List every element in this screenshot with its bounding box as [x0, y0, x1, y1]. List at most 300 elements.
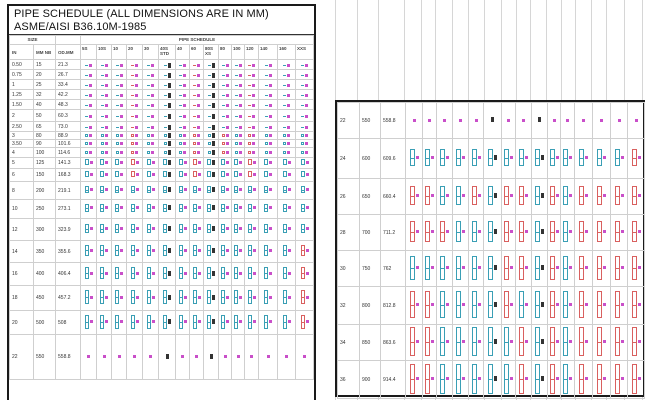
schedule-glyph-icon [550, 149, 559, 166]
schedule-cell [437, 179, 453, 215]
cell-in: 22 [10, 335, 34, 380]
cell-od: 168.3 [56, 169, 81, 182]
schedule-glyph-icon [207, 267, 215, 279]
schedule-glyph-icon [100, 315, 108, 329]
schedule-glyph-icon [264, 245, 272, 256]
schedule-glyph-icon [131, 74, 138, 77]
schedule-cell [97, 90, 112, 100]
schedule-cell [176, 100, 190, 110]
schedule-glyph-icon [582, 119, 585, 122]
schedule-cell [190, 335, 204, 380]
schedule-glyph-icon [115, 224, 123, 234]
schedule-cell [516, 361, 532, 399]
schedule-glyph-icon [579, 327, 588, 356]
schedule-glyph-icon [550, 291, 559, 318]
schedule-glyph-icon [147, 126, 154, 129]
schedule-cell [423, 103, 437, 139]
schedule-glyph-icon [504, 291, 513, 318]
schedule-glyph-icon [488, 221, 497, 243]
schedule-cell [437, 325, 453, 361]
schedule-glyph-icon [615, 327, 624, 356]
schedule-glyph-icon [147, 134, 154, 137]
schedule-glyph-icon [519, 149, 528, 166]
schedule-cell [97, 70, 112, 80]
schedule-glyph-icon [166, 354, 169, 359]
schedule-glyph-icon [456, 364, 465, 394]
schedule-cell [81, 140, 97, 148]
schedule-cell [548, 251, 561, 287]
cell-in: 1.25 [10, 90, 34, 100]
schedule-glyph-icon [248, 315, 256, 329]
schedule-cell [97, 200, 112, 219]
schedule-glyph-icon [85, 171, 93, 177]
schedule-glyph-icon [301, 315, 309, 329]
cell-od: 114.6 [56, 148, 81, 158]
schedule-glyph-icon [248, 267, 256, 279]
schedule-glyph-icon [85, 142, 92, 145]
schedule-cell [112, 140, 127, 148]
schedule-glyph-icon [440, 186, 449, 205]
schedule-glyph-icon [519, 327, 528, 356]
schedule-cell [532, 179, 548, 215]
schedule-glyph-icon [550, 256, 559, 280]
schedule-glyph-icon [615, 149, 624, 166]
schedule-glyph-icon [283, 245, 291, 256]
schedule-glyph-icon [208, 133, 215, 138]
schedule-cell [453, 103, 469, 139]
schedule-glyph-icon [235, 151, 242, 154]
schedule-cell [561, 361, 575, 399]
schedule-cell [278, 80, 296, 90]
schedule-cell [611, 287, 628, 325]
schedule-cell [232, 182, 245, 200]
schedule-glyph-icon [164, 133, 171, 138]
schedule-cell [112, 80, 127, 90]
schedule-cell [143, 182, 159, 200]
schedule-glyph-icon [579, 149, 588, 166]
schedule-glyph-icon [425, 364, 434, 394]
schedule-cell [97, 122, 112, 132]
schedule-cell [278, 158, 296, 169]
schedule-glyph-icon [116, 115, 123, 118]
schedule-cell [112, 200, 127, 219]
schedule-glyph-icon [131, 315, 139, 329]
schedule-glyph-icon [163, 171, 171, 177]
schedule-cell [219, 311, 232, 335]
schedule-glyph-icon [410, 186, 419, 205]
cell-nb: 32 [34, 90, 56, 100]
schedule-cell [190, 60, 204, 70]
schedule-glyph-icon [264, 267, 272, 279]
schedule-cell [81, 263, 97, 286]
schedule-cell [190, 311, 204, 335]
schedule-glyph-icon [248, 151, 255, 154]
schedule-glyph-icon [456, 291, 465, 318]
cell-in: 0.75 [10, 70, 34, 80]
schedule-glyph-icon [131, 142, 138, 145]
schedule-cell [232, 132, 245, 140]
schedule-glyph-icon [131, 84, 138, 87]
title-line-2: ASME/AISI B36.10M-1985 [14, 21, 147, 33]
schedule-glyph-icon [456, 327, 465, 356]
schedule-glyph-icon [116, 134, 123, 137]
schedule-cell [423, 361, 437, 399]
schedule-cell [245, 311, 259, 335]
schedule-cell [143, 219, 159, 241]
cell-nb: 80 [34, 132, 56, 140]
schedule-cell [176, 90, 190, 100]
schedule-cell [97, 132, 112, 140]
schedule-glyph-icon [248, 74, 255, 77]
schedule-cell [406, 179, 423, 215]
schedule-glyph-icon [428, 119, 431, 122]
schedule-glyph-icon [101, 84, 108, 87]
schedule-glyph-icon [179, 315, 187, 329]
schedule-cell [278, 335, 296, 380]
schedule-cell [159, 70, 176, 80]
cell-od: 88.9 [56, 132, 81, 140]
schedule-glyph-icon [566, 119, 569, 122]
schedule-glyph-icon [85, 74, 92, 77]
schedule-glyph-icon [147, 224, 155, 234]
cell-od: 863.6 [381, 325, 406, 361]
table-row [338, 251, 645, 287]
schedule-cell [484, 287, 502, 325]
schedule-cell [112, 110, 127, 122]
schedule-glyph-icon [234, 315, 242, 329]
schedule-glyph-icon [163, 204, 171, 212]
schedule-cell [204, 100, 219, 110]
schedule-glyph-icon [488, 364, 497, 394]
cell-nb: 90 [34, 140, 56, 148]
schedule-glyph-icon [163, 224, 171, 234]
schedule-cell [259, 311, 278, 335]
schedule-cell [127, 219, 143, 241]
schedule-glyph-icon [193, 134, 200, 137]
schedule-cell [190, 140, 204, 148]
schedule-cell [406, 103, 423, 139]
cell-od: 558.8 [56, 335, 81, 380]
schedule-glyph-icon [301, 115, 308, 118]
schedule-glyph-icon [248, 171, 256, 177]
schedule-cell [259, 148, 278, 158]
schedule-glyph-icon [303, 355, 306, 358]
schedule-cell [593, 251, 611, 287]
pipe-schedule-table-continued [337, 102, 645, 399]
schedule-cell [469, 325, 484, 361]
schedule-glyph-icon [207, 159, 215, 165]
schedule-glyph-icon [193, 290, 201, 303]
schedule-cell [296, 182, 314, 200]
schedule-glyph-icon [248, 245, 256, 256]
schedule-glyph-icon [164, 73, 171, 78]
cell-nb: 350 [34, 241, 56, 263]
schedule-glyph-icon [85, 126, 92, 129]
schedule-glyph-icon [425, 256, 434, 280]
schedule-glyph-icon [248, 186, 256, 193]
schedule-cell [575, 325, 593, 361]
schedule-cell [219, 169, 232, 182]
schedule-glyph-icon [222, 94, 229, 97]
schedule-glyph-icon [579, 186, 588, 205]
cell-od: 101.6 [56, 140, 81, 148]
schedule-glyph-icon [115, 267, 123, 279]
schedule-cell [127, 80, 143, 90]
schedule-glyph-icon [179, 64, 186, 67]
table-row [10, 132, 314, 140]
schedule-glyph-icon [101, 126, 108, 129]
schedule-glyph-icon [100, 267, 108, 279]
schedule-glyph-icon [147, 315, 155, 329]
schedule-glyph-icon [504, 256, 513, 280]
schedule-glyph-icon [632, 186, 641, 205]
schedule-glyph-icon [234, 224, 242, 234]
schedule-cell [219, 200, 232, 219]
schedule-glyph-icon [563, 221, 572, 243]
table-row [10, 110, 314, 122]
schedule-glyph-icon [101, 115, 108, 118]
schedule-glyph-icon [615, 291, 624, 318]
cell-in: 20 [10, 311, 34, 335]
schedule-glyph-icon [85, 315, 93, 329]
cell-nb: 15 [34, 60, 56, 70]
schedule-glyph-icon [535, 291, 544, 318]
schedule-glyph-icon [265, 151, 272, 154]
schedule-glyph-icon [179, 151, 186, 154]
table-row [10, 158, 314, 169]
schedule-glyph-icon [100, 245, 108, 256]
schedule-cell [81, 60, 97, 70]
schedule-glyph-icon [283, 115, 290, 118]
schedule-cell [245, 200, 259, 219]
schedule-glyph-icon [116, 64, 123, 67]
schedule-cell [112, 219, 127, 241]
cell-od: 762 [381, 251, 406, 287]
schedule-cell [296, 286, 314, 311]
schedule-glyph-icon [131, 151, 138, 154]
schedule-glyph-icon [632, 291, 641, 318]
schedule-cell [245, 70, 259, 80]
schedule-cell [561, 179, 575, 215]
cell-nb: 650 [360, 179, 381, 215]
table-row [10, 100, 314, 110]
schedule-glyph-icon [579, 221, 588, 243]
schedule-cell [176, 148, 190, 158]
cell-od: 60.3 [56, 110, 81, 122]
schedule-glyph-icon [131, 290, 139, 303]
schedule-glyph-icon [283, 134, 290, 137]
schedule-glyph-icon [519, 221, 528, 243]
schedule-cell [296, 90, 314, 100]
schedule-glyph-icon [179, 245, 187, 256]
schedule-cell [593, 361, 611, 399]
schedule-cell [176, 80, 190, 90]
schedule-cell [190, 122, 204, 132]
schedule-glyph-icon [100, 224, 108, 234]
schedule-cell [219, 60, 232, 70]
schedule-glyph-icon [472, 291, 481, 318]
schedule-cell [245, 158, 259, 169]
schedule-cell [159, 100, 176, 110]
schedule-cell [469, 179, 484, 215]
cell-in: 1 [10, 80, 34, 90]
schedule-glyph-icon [632, 327, 641, 356]
schedule-cell [296, 80, 314, 90]
schedule-cell [259, 140, 278, 148]
schedule-cell [97, 158, 112, 169]
schedule-glyph-icon [179, 94, 186, 97]
schedule-cell [143, 200, 159, 219]
schedule-glyph-icon [413, 119, 416, 122]
schedule-cell [245, 132, 259, 140]
schedule-cell [97, 100, 112, 110]
schedule-cell [259, 241, 278, 263]
schedule-cell [278, 182, 296, 200]
schedule-glyph-icon [301, 224, 309, 234]
cell-in: 28 [338, 215, 360, 251]
schedule-glyph-icon [563, 327, 572, 356]
schedule-glyph-icon [210, 354, 213, 359]
schedule-glyph-icon [179, 74, 186, 77]
header-schedule-80: 80 [219, 45, 232, 60]
schedule-cell [176, 122, 190, 132]
schedule-cell [176, 182, 190, 200]
schedule-cell [176, 60, 190, 70]
schedule-glyph-icon [301, 84, 308, 87]
schedule-cell [548, 361, 561, 399]
schedule-glyph-icon [283, 104, 290, 107]
schedule-glyph-icon [207, 204, 215, 212]
schedule-glyph-icon [456, 186, 465, 205]
schedule-cell [611, 139, 628, 179]
schedule-glyph-icon [179, 142, 186, 145]
schedule-cell [259, 122, 278, 132]
cell-in: 16 [10, 263, 34, 286]
schedule-cell [423, 139, 437, 179]
schedule-cell [190, 219, 204, 241]
table-row [10, 140, 314, 148]
schedule-glyph-icon [147, 151, 154, 154]
schedule-cell [423, 179, 437, 215]
schedule-cell [97, 182, 112, 200]
schedule-glyph-icon [618, 119, 621, 122]
schedule-glyph-icon [283, 267, 291, 279]
schedule-glyph-icon [283, 171, 291, 177]
schedule-cell [112, 132, 127, 140]
schedule-glyph-icon [283, 151, 290, 154]
schedule-glyph-icon [116, 104, 123, 107]
header-schedule-160: 160 [278, 45, 296, 60]
schedule-glyph-icon [164, 141, 171, 146]
schedule-cell [278, 90, 296, 100]
cell-in: 18 [10, 286, 34, 311]
schedule-glyph-icon [550, 186, 559, 205]
schedule-glyph-icon [265, 126, 272, 129]
schedule-cell [278, 286, 296, 311]
table-row [10, 200, 314, 219]
schedule-glyph-icon [207, 171, 215, 177]
schedule-cell [143, 100, 159, 110]
schedule-glyph-icon [116, 142, 123, 145]
schedule-cell [127, 182, 143, 200]
schedule-cell [437, 215, 453, 251]
schedule-glyph-icon [115, 171, 123, 177]
schedule-glyph-icon [563, 291, 572, 318]
schedule-cell [423, 325, 437, 361]
schedule-cell [232, 158, 245, 169]
schedule-cell [176, 335, 190, 380]
schedule-cell [245, 80, 259, 90]
schedule-cell [484, 103, 502, 139]
schedule-cell [278, 311, 296, 335]
schedule-cell [97, 140, 112, 148]
schedule-glyph-icon [472, 256, 481, 280]
schedule-cell [81, 158, 97, 169]
schedule-glyph-icon [235, 64, 242, 67]
schedule-cell [259, 169, 278, 182]
schedule-glyph-icon [301, 104, 308, 107]
schedule-cell [245, 241, 259, 263]
schedule-cell [628, 215, 645, 251]
schedule-cell [127, 140, 143, 148]
schedule-glyph-icon [443, 119, 446, 122]
cell-nb: 750 [360, 251, 381, 287]
schedule-cell [484, 251, 502, 287]
schedule-glyph-icon [164, 150, 171, 155]
schedule-glyph-icon [504, 221, 513, 243]
schedule-cell [278, 132, 296, 140]
schedule-glyph-icon [264, 171, 272, 177]
schedule-cell [112, 169, 127, 182]
schedule-cell [628, 139, 645, 179]
schedule-cell [97, 311, 112, 335]
schedule-cell [296, 219, 314, 241]
schedule-glyph-icon [283, 126, 290, 129]
schedule-cell [453, 325, 469, 361]
schedule-cell [97, 110, 112, 122]
cell-in: 30 [338, 251, 360, 287]
schedule-cell [296, 263, 314, 286]
schedule-cell [232, 80, 245, 90]
table-row [10, 263, 314, 286]
schedule-glyph-icon [234, 171, 242, 177]
schedule-glyph-icon [248, 126, 255, 129]
schedule-glyph-icon [235, 115, 242, 118]
schedule-cell [502, 361, 516, 399]
schedule-glyph-icon [283, 159, 291, 165]
schedule-glyph-icon [488, 149, 497, 166]
schedule-cell [278, 110, 296, 122]
cell-in: 0.50 [10, 60, 34, 70]
schedule-cell [484, 179, 502, 215]
schedule-cell [561, 325, 575, 361]
cell-nb: 65 [34, 122, 56, 132]
schedule-cell [190, 70, 204, 80]
cell-nb: 550 [360, 103, 381, 139]
schedule-glyph-icon [179, 126, 186, 129]
header-pipe-schedule: PIPE SCHEDULE [81, 36, 314, 45]
schedule-cell [219, 132, 232, 140]
schedule-cell [127, 169, 143, 182]
schedule-glyph-icon [475, 119, 478, 122]
schedule-cell [219, 219, 232, 241]
schedule-glyph-icon [116, 94, 123, 97]
schedule-cell [232, 70, 245, 80]
schedule-cell [423, 215, 437, 251]
schedule-cell [278, 70, 296, 80]
schedule-glyph-icon [221, 267, 229, 279]
schedule-glyph-icon [221, 224, 229, 234]
